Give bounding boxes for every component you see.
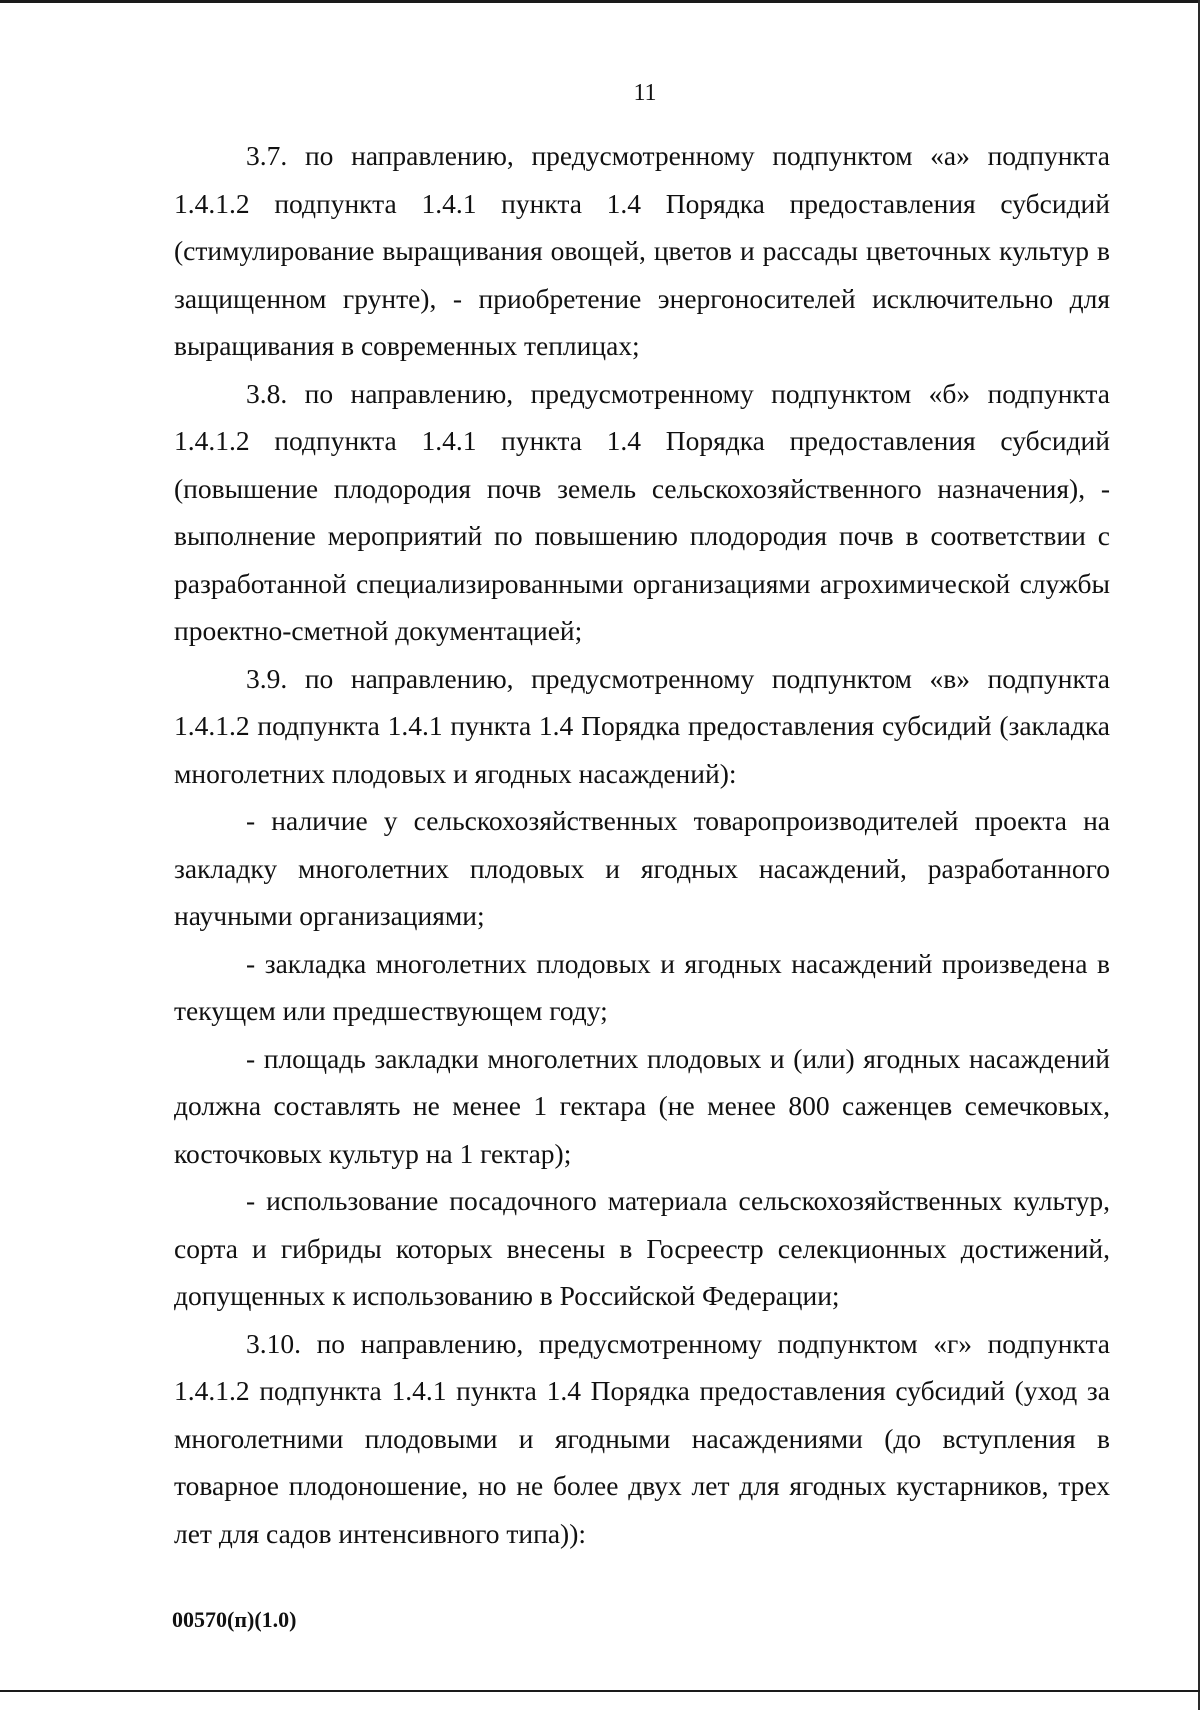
list-item-planting-year: - закладка многолетних плодовых и ягодных насаждений произведена в текущем или предшествующем году; bbox=[174, 947, 1110, 1026]
document-code: 00570(п)(1.0) bbox=[172, 1607, 297, 1632]
paragraph-3-8: 3.8. по направлению, предусмотренному подпунктом «б» подпункта 1.4.1.2 подпункта 1.4.1 пункта 1.4 Порядка предоставления субсидий (повышение плодородия почв земель сельскохозяйственного назначения), - выполнение мероприятий по повышению плодородия почв в соответствии с разработанной специализированными организациями агрохимической службы проектно-сметной документацией; bbox=[174, 377, 1110, 646]
paragraph-3-10: 3.10. по направлению, предусмотренному подпунктом «г» подпункта 1.4.1.2 подпункта 1.4.1 пункта 1.4 Порядка предоставления субсидий (уход за многолетними плодовыми и ягодными насаждениями (до вступления в товарное плодоношение, но не более двух лет для ягодных кустарников, трех лет для садов интенсивного типа)): bbox=[174, 1327, 1110, 1549]
list-item-project: - наличие у сельскохозяйственных товаропроизводителей проекта на закладку многолетних плодовых и ягодных насаждений, разработанного научными организациями; bbox=[174, 805, 1110, 931]
scan-border-bottom bbox=[0, 1690, 1200, 1692]
document-body bbox=[174, 132, 1110, 1557]
list-item-area: - площадь закладки многолетних плодовых и (или) ягодных насаждений должна составлять не менее 1 гектара (не менее 800 саженцев семечковых, косточковых культур на 1 гектар); bbox=[174, 1042, 1110, 1169]
paragraph-3-7: 3.7. по направлению, предусмотренному подпунктом «а» подпункта 1.4.1.2 подпункта 1.4.1 пункта 1.4 Порядка предоставления субсидий (стимулирование выращивания овощей, цветов и рассады цветочных культур в защищенном грунте), - приобретение энергоносителей исключительно для выращивания в современных теплицах; bbox=[174, 140, 1110, 361]
paragraph-3-9: 3.9. по направлению, предусмотренному подпунктом «в» подпункта 1.4.1.2 подпункта 1.4.1 пункта 1.4 Порядка предоставления субсидий (закладка многолетних плодовых и ягодных насаждений): bbox=[174, 662, 1110, 789]
scan-border-top bbox=[0, 0, 1200, 3]
list-item-planting-material: - использование посадочного материала сельскохозяйственных культур, сорта и гибриды которых внесены в Госреестр селекционных достижений, допущенных к использованию в Российской Федерации; bbox=[174, 1185, 1110, 1311]
page-number: 11 bbox=[633, 80, 657, 106]
